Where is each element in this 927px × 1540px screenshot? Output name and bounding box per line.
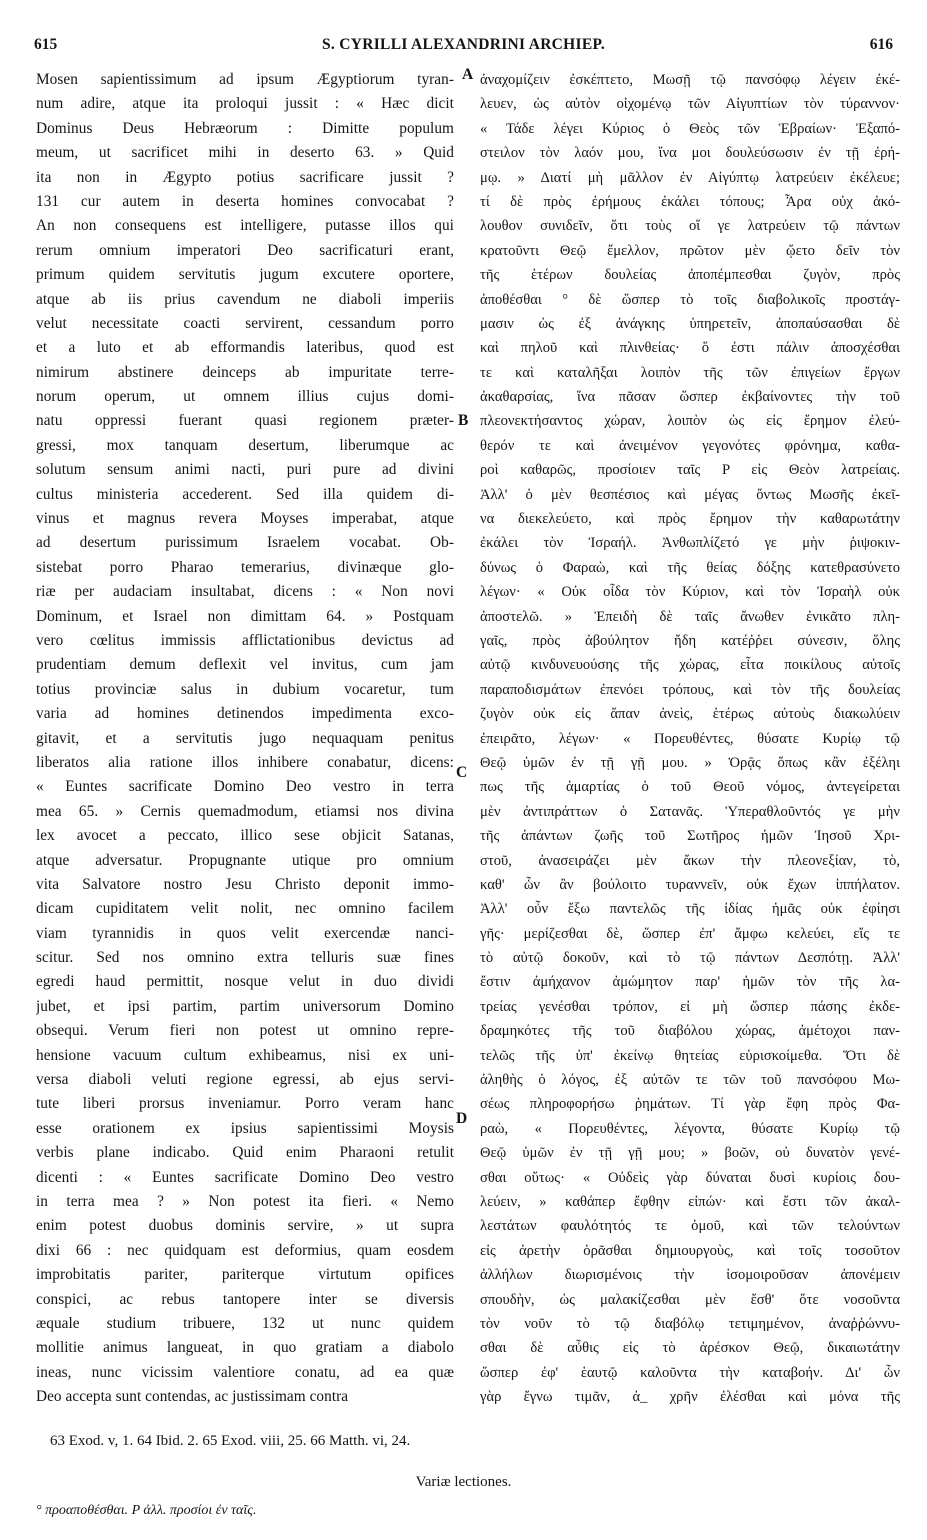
greek-text-line: μῳ. » Διατί μὴ μᾶλλον ἐν Αἰγύπτῳ λατρεύειν ἐκέλευε; bbox=[480, 169, 900, 186]
latin-text-line: ita non in Ægypto potius sacrificare jussit ? bbox=[36, 168, 454, 186]
greek-text-line: λεύειν, » καθάπερ ἔφθην εἰπών· καὶ ἔστι τῶν ἀκαλ- bbox=[480, 1193, 900, 1210]
latin-text-line: dixi 66 : nec quidquam est deformius, quam eosdem bbox=[36, 1241, 454, 1259]
greek-text-line: λεστάτων φαυλότητός τε ὁμοῦ, καὶ τῶν τελούντων bbox=[480, 1218, 900, 1235]
latin-text-line: Dominum, et Israel non dimittam 64. » Postquam bbox=[36, 607, 454, 625]
greek-text-line: λουθον συνιδεῖν, ὅτι τοὺς οἵ γε λατρεύειν τῷ πάντων bbox=[480, 218, 900, 235]
greek-text-line: πως τῆς ἁμαρτίας ὁ τοῦ Θεοῦ νόμος, ἀντεγείρεται bbox=[480, 779, 900, 796]
greek-text-line: ἀληθὴς ὁ λόγος, ἐξ αὐτῶν τε τῶν τοῦ πανσόφου Μω- bbox=[480, 1072, 900, 1089]
greek-text-line: μὲν ἀντιπράττων ὁ Σατανᾶς. Ὑπεραθλοῦντός γε μὴν bbox=[480, 803, 900, 820]
greek-text-line: παραποδισμάτων ἐπενόει τρόπους, καὶ τὸν τῆς δουλείας bbox=[480, 681, 900, 698]
latin-text-line: tute liberi prorsus inveniamur. Porro veram hanc bbox=[36, 1095, 454, 1113]
latin-column bbox=[36, 68, 454, 1409]
latin-text-line: num adire, atque ita proloqui jussit : « Hæc dicit bbox=[36, 95, 454, 113]
latin-text-line: verbis plane indicabo. Quid enim Pharaoni retulit bbox=[36, 1144, 454, 1162]
greek-text-line: στοῦ, ἀνασειράζει μὲν ἄκων τὴν πλεονεξίαν, τὸ, bbox=[480, 852, 900, 869]
latin-text-line: æquale studium tribuere, 132 ut nunc quidem bbox=[36, 1314, 454, 1332]
latin-text-line: rerum omnium imperatori Deo sacrificaturi erant, bbox=[36, 241, 454, 259]
greek-text-line: ἐπειρᾶτο, λέγων· « Πορευθέντες, θύσατε Κυρίῳ τῷ bbox=[480, 730, 900, 747]
greek-text-line: ἐκάλει τὸν Ἰσραήλ. Ἀνθωπλίζετό γε μὴν ῥιψοκιν- bbox=[480, 535, 900, 552]
latin-text-line: vinus et magnus revera Moyses imperabat, atque bbox=[36, 510, 454, 528]
latin-text-line: gressi, mox tanquam desertum, liberumque ac bbox=[36, 436, 454, 454]
greek-text-line: Ἀλλ' οὖν ἔξω παντελῶς τῆς ἰδίας ἡμᾶς οὐκ ἐφίησι bbox=[480, 901, 900, 918]
greek-text-line: καὶ πηλοῦ καὶ πλινθείας· ὅ ἐστι πάλιν ἀποσχέσθαι bbox=[480, 340, 900, 357]
greek-text-line: σθαι οὕτως· « Οὐδεὶς γὰρ δύναται δυσὶ κυρίοις δου- bbox=[480, 1169, 900, 1186]
latin-text-line: conspici, ac rebus tantopere inter se diversis bbox=[36, 1290, 454, 1308]
latin-text-line: norum operum, ut omnem illius cujus domi- bbox=[36, 388, 454, 406]
latin-text-line: natu oppressi fuerant quasi regionem præter- bbox=[36, 412, 454, 430]
latin-text-line: improbitatis pariter, pariterque virtutum opifices bbox=[36, 1266, 454, 1284]
running-header bbox=[34, 36, 893, 60]
latin-text-line: cultus ministeria accederent. Sed illa quidem di- bbox=[36, 485, 454, 503]
greek-text-line: Θεῷ ὑμῶν ἐν τῇ γῇ μου; » βοῶν, οὐ δυνατὸν γενέ- bbox=[480, 1145, 900, 1162]
greek-text-line: Θεῷ ὑμῶν ἐν τῇ γῇ μου. » Ὁρᾷς ὅπως κἂν ἐξέληι bbox=[480, 754, 900, 771]
latin-text-line: primum quidem servitutis jugum excutere oportere, bbox=[36, 266, 454, 284]
latin-text-line: liberatos alia ratione illos inhibere conabatur, dicens: bbox=[36, 753, 454, 771]
greek-text-line: σέως πληροφορήσω ῥημάτων. Τί γὰρ ἔφη πρὸς Φα- bbox=[480, 1096, 900, 1113]
margin-letter-a: A bbox=[462, 66, 474, 83]
variae-lectiones-note: ° προαποθέσθαι. P ἀλλ. προσίοι ἐν ταῖς. bbox=[36, 1503, 257, 1518]
latin-text-line: lex avocet a peccato, illico sese objicit Satanas, bbox=[36, 827, 454, 845]
latin-text-line: egredi haud permittit, nosque velut in duo dividi bbox=[36, 973, 454, 991]
latin-text-line: varia ad homines detinendos impedimenta exco- bbox=[36, 705, 454, 723]
latin-text-line: prudentiam demum deflexit vel invitus, cum jam bbox=[36, 656, 454, 674]
page-number-right: 616 bbox=[869, 36, 893, 53]
greek-text-line: ἀποθέσθαι ° δὲ ὥσπερ τὸ τοῖς διαβολικοῖς προστάγ- bbox=[480, 291, 900, 308]
latin-text-line: viam tyrannidis in quos velit exercendæ nanci- bbox=[36, 924, 454, 942]
latin-text-line: vero cœlitus immissis afflictationibus devictus ad bbox=[36, 631, 454, 649]
greek-text-line: γαῖς, πρὸς ἀβούλητον ἤδη κατέῤῥει σύνεσιν, ὅλης bbox=[480, 632, 900, 649]
latin-text-line: et a luto et ab efformandis lateribus, quod est bbox=[36, 339, 454, 357]
greek-text-line: ζυγὸν οὐκ εἰς ἅπαν ἀνεὶς, ἑτέρως αὐτοὺς διακωλύειν bbox=[480, 706, 900, 723]
greek-text-line: τελῶς τῆς ὑπ' ἐκείνῳ θητείας εὑρισκοίμεθα. Ὅτι δὲ bbox=[480, 1047, 900, 1064]
latin-text-line: obsequi. Verum fieri non potest ut omnino repre- bbox=[36, 1022, 454, 1040]
greek-text-line: τῆς ἁπάντων ζωῆς τοῦ Σωτῆρος ἡμῶν Ἰησοῦ Χρι- bbox=[480, 828, 900, 845]
greek-text-line: θερόν τε καὶ ἀνειμένον γεγονότες φρόνημα, καθα- bbox=[480, 437, 900, 454]
greek-text-line: ἀποστελῶ. » Ἐπειδὴ δὲ ταῖς ἄνωθεν ἐνικᾶτο πλη- bbox=[480, 608, 900, 625]
latin-text-line: vita Salvatore nostro Jesu Christo deponit immo- bbox=[36, 875, 454, 893]
greek-text-line: τρείας γενέσθαι τρόπον, εἰ μὴ ὥσπερ πάσης ἐκδε- bbox=[480, 998, 900, 1015]
latin-text-line: esse orationem ex ipsius sapientissimi Moysis bbox=[36, 1119, 454, 1137]
greek-text-line: καθ' ὧν ἂν βούλοιτο τυραννεῖν, οὐκ ἔχων ἱππήλατον. bbox=[480, 876, 900, 893]
greek-text-line: γῆς· μερίζεσθαι δὲ, ὥσπερ ἐπ' ἄμφω κελεύει, εἴς τε bbox=[480, 925, 900, 942]
latin-text-line: velut necessitate coacti servirent, cessandum porro bbox=[36, 314, 454, 332]
greek-text-line: δραμηκότες τῆς τοῦ διαβόλου χώρας, ἀμέτοχοι παν- bbox=[480, 1023, 900, 1040]
greek-text-line: τε καὶ καταλῆξαι λοιπὸν τῆς τῶν ἐπιγείων ἔργων bbox=[480, 364, 900, 381]
greek-text-line: Ἀλλ' ὁ μὲν θεσπέσιος καὶ μέγας ὄντως Μωσῆς ἐκεῖ- bbox=[480, 486, 900, 503]
latin-text-line: An non consequens est intelligere, putasse illos qui bbox=[36, 217, 454, 235]
latin-text-line: 131 cur autem in deserta homines convocabat ? bbox=[36, 192, 454, 210]
running-title: S. CYRILLI ALEXANDRINI ARCHIEP. bbox=[321, 36, 606, 53]
margin-letter-b: B bbox=[458, 412, 469, 429]
latin-text-line: dicam cupiditatem velit nolit, nec omnino facilem bbox=[36, 900, 454, 918]
greek-text-line: στειλον τὸν λαόν μου, ἵνα μοι δουλεύσωσιν ἐν τῇ ἐρή- bbox=[480, 145, 900, 162]
latin-text-line: gitavit, et a servitutis jugo nequaquam penitus bbox=[36, 729, 454, 747]
latin-text-line: totius provinciæ salus in dubium vocaretur, tum bbox=[36, 680, 454, 698]
latin-text-line: dicenti : « Euntes sacrificate Domino Deo vestro bbox=[36, 1168, 454, 1186]
latin-text-line: Deo accepta sunt contendas, ac justissimam contra bbox=[36, 1388, 349, 1406]
greek-text-line: ἀναχομίζειν ἐσκέπτετο, Μωσῇ τῷ πανσόφῳ λέγειν ἐκέ- bbox=[480, 72, 900, 88]
greek-text-line: ἀκαθαρσίας, ἵνα πᾶσαν ὥσπερ ἐκβαίνοντες τὴν τοῦ bbox=[480, 389, 900, 406]
greek-text-line: πλεονεκτήσαντος χώραν, λοιπὸν ὡς εἰς ἔρημον ἐλεύ- bbox=[480, 413, 900, 430]
latin-text-line: riæ per audaciam insultabat, dicens : « Non novi bbox=[36, 583, 454, 601]
greek-text-line: τὸ αὐτῷ δοκοῦν, καὶ τὸ τῷ πάντων Δεσπότῃ. Ἀλλ' bbox=[480, 950, 900, 967]
greek-text-line: εἰς ἀρετὴν ὁρᾶσθαι δημιουργοὺς, καὶ τοῖς τοσοῦτον bbox=[480, 1242, 900, 1259]
greek-text-line: γὰρ ἔγνω τιμᾶν, ἀ_ χρῆν ἐλέσθαι καὶ μόνα τῆς bbox=[480, 1389, 900, 1406]
latin-text-line: Dominus Deus Hebræorum : Dimitte populum bbox=[36, 119, 454, 137]
greek-text-line: δύνως ὁ Φαραὼ, καὶ τῆς θείας δόξης κατεθρασύνετο bbox=[480, 559, 900, 576]
latin-text-line: versa diaboli veluti regione egressi, ab ejus servi- bbox=[36, 1071, 454, 1089]
greek-text-line: κρατοῦντι Θεῷ ἔμελλον, πρῶτον μὲν ᾤετο δεῖν τὸν bbox=[480, 242, 900, 259]
greek-text-line: λέγων· « Οὐκ οἶδα τὸν Κύριον, καὶ τὸν Ἰσραὴλ οὐκ bbox=[480, 584, 900, 601]
latin-text-line: jubet, et ipsi partim, partim universorum Domino bbox=[36, 997, 454, 1015]
latin-text-line: solutum sensum animi nacti, puri pure ad divini bbox=[36, 461, 454, 479]
latin-text-line: ineas, nunc vicissim valentiore conatu, ad ea quæ bbox=[36, 1363, 454, 1381]
latin-text-line: atque adversatur. Propugnante utique pro omnium bbox=[36, 851, 454, 869]
greek-text-line: ραὼ, « Πορευθέντες, λέγοντα, θύσατε Κυρίῳ τῷ bbox=[480, 1120, 900, 1137]
variae-lectiones-title: Variæ lectiones. bbox=[415, 1474, 512, 1490]
greek-text-line: λευεν, ὡς αὐτὸν οἰχομένῳ τῶν Αἰγυπτίων τὸν τύραννον· bbox=[480, 96, 900, 113]
page-number-left: 615 bbox=[34, 36, 58, 53]
greek-text-line: « Τάδε λέγει Κύριος ὁ Θεὸς τῶν Ἑβραίων· Ἐξαπό- bbox=[480, 120, 900, 137]
greek-text-line: ὥσπερ ἐφ' ἑαυτῷ καλοῦντα τὴν καταβοήν. Δι' ὧν bbox=[480, 1364, 900, 1381]
latin-text-line: enim potest duobus dominis servire, » ut supra bbox=[36, 1217, 454, 1235]
greek-text-line: ἀλλήλων διωρισμένοις τὴν ἰσομοιροῦσαν ἀπονέμειν bbox=[480, 1267, 900, 1284]
greek-text-line: τί δὲ πρὸς ἐρήμους ἐκάλει τόπους; Ἆρα οὐχ ἀκό- bbox=[480, 193, 900, 210]
greek-text-line: σθαι δὲ αὖθις εἰς τὸ ἀρέσκον Θεῷ, δικαιωτάτην bbox=[480, 1340, 900, 1357]
greek-text-line: σπουδὴν, ὡς μαλακίζεσθαι μὲν ἔσθ' ὅτε νοσοῦντα bbox=[480, 1291, 900, 1308]
latin-text-line: ad desertum purissimum Israelem vocabat. Ob- bbox=[36, 534, 454, 552]
latin-text-line: mea 65. » Cernis quemadmodum, etiamsi nos divina bbox=[36, 802, 454, 820]
greek-column bbox=[480, 68, 900, 1409]
greek-text-line: να διεκελεύετο, καὶ πρὸς ἔρημον τὴν καθαρωτάτην bbox=[480, 511, 900, 528]
margin-letter-c: C bbox=[456, 764, 468, 781]
greek-text-line: ἔστιν ἀμήχανον ἀμώμητον παρ' ἡμῶν τὸν τῆς λα- bbox=[480, 974, 900, 991]
latin-text-line: atque ab iis prius cavendum ne diaboli imperiis bbox=[36, 290, 454, 308]
latin-text-line: meum, ut sacrificet mihi in deserto 63. » Quid bbox=[36, 144, 454, 162]
latin-text-line: hensione vacuum cultum exhibeamus, nisi ex uni- bbox=[36, 1046, 454, 1064]
latin-text-line: « Euntes sacrificate Domino Deo vestro in terra bbox=[36, 778, 454, 796]
latin-text-line: nimirum abstinere deinceps ab impuritate terre- bbox=[36, 363, 454, 381]
greek-text-line: αὐτῷ κινδυνευούσης τῆς χώρας, εἶτα ποικίλους αὐτοῖς bbox=[480, 657, 900, 674]
greek-text-line: ροὶ καθαρῶς, προσίοιεν ταῖς P εἰς Θεὸν λατρείαις. bbox=[480, 462, 900, 479]
greek-text-line: τὸν νοῦν τὸ τῷ διαβόλῳ τετιμημένον, ἀναῤῥώννυ- bbox=[480, 1315, 900, 1332]
greek-text-line: τῆς ἑτέρων δουλείας ἀποπέμπεσθαι ζυγὸν, πρὸς bbox=[480, 267, 900, 284]
greek-text-line: μασιν ὡς ἐξ ἀνάγκης ὑπηρετεῖν, ἀποπαύσασθαι δὲ bbox=[480, 315, 900, 332]
latin-text-line: mollitie animus langueat, in quo gratiam a diabolo bbox=[36, 1339, 454, 1357]
latin-text-line: in terra mea ? » Non potest ita fieri. « Nemo bbox=[36, 1192, 454, 1210]
latin-text-line: sistebat porro Pharao temerarius, divinæque glo- bbox=[36, 558, 454, 576]
latin-text-line: scitur. Sed nos omnino extra telluris suæ fines bbox=[36, 949, 454, 967]
latin-text-line: Mosen sapientissimum ad ipsum Ægyptiorum tyran- bbox=[36, 71, 454, 88]
footnotes: 63 Exod. v, 1. 64 Ibid. 2. 65 Exod. viii, 25. 66 Matth. vi, 24. bbox=[50, 1433, 411, 1449]
margin-letter-d: D bbox=[456, 1110, 468, 1127]
